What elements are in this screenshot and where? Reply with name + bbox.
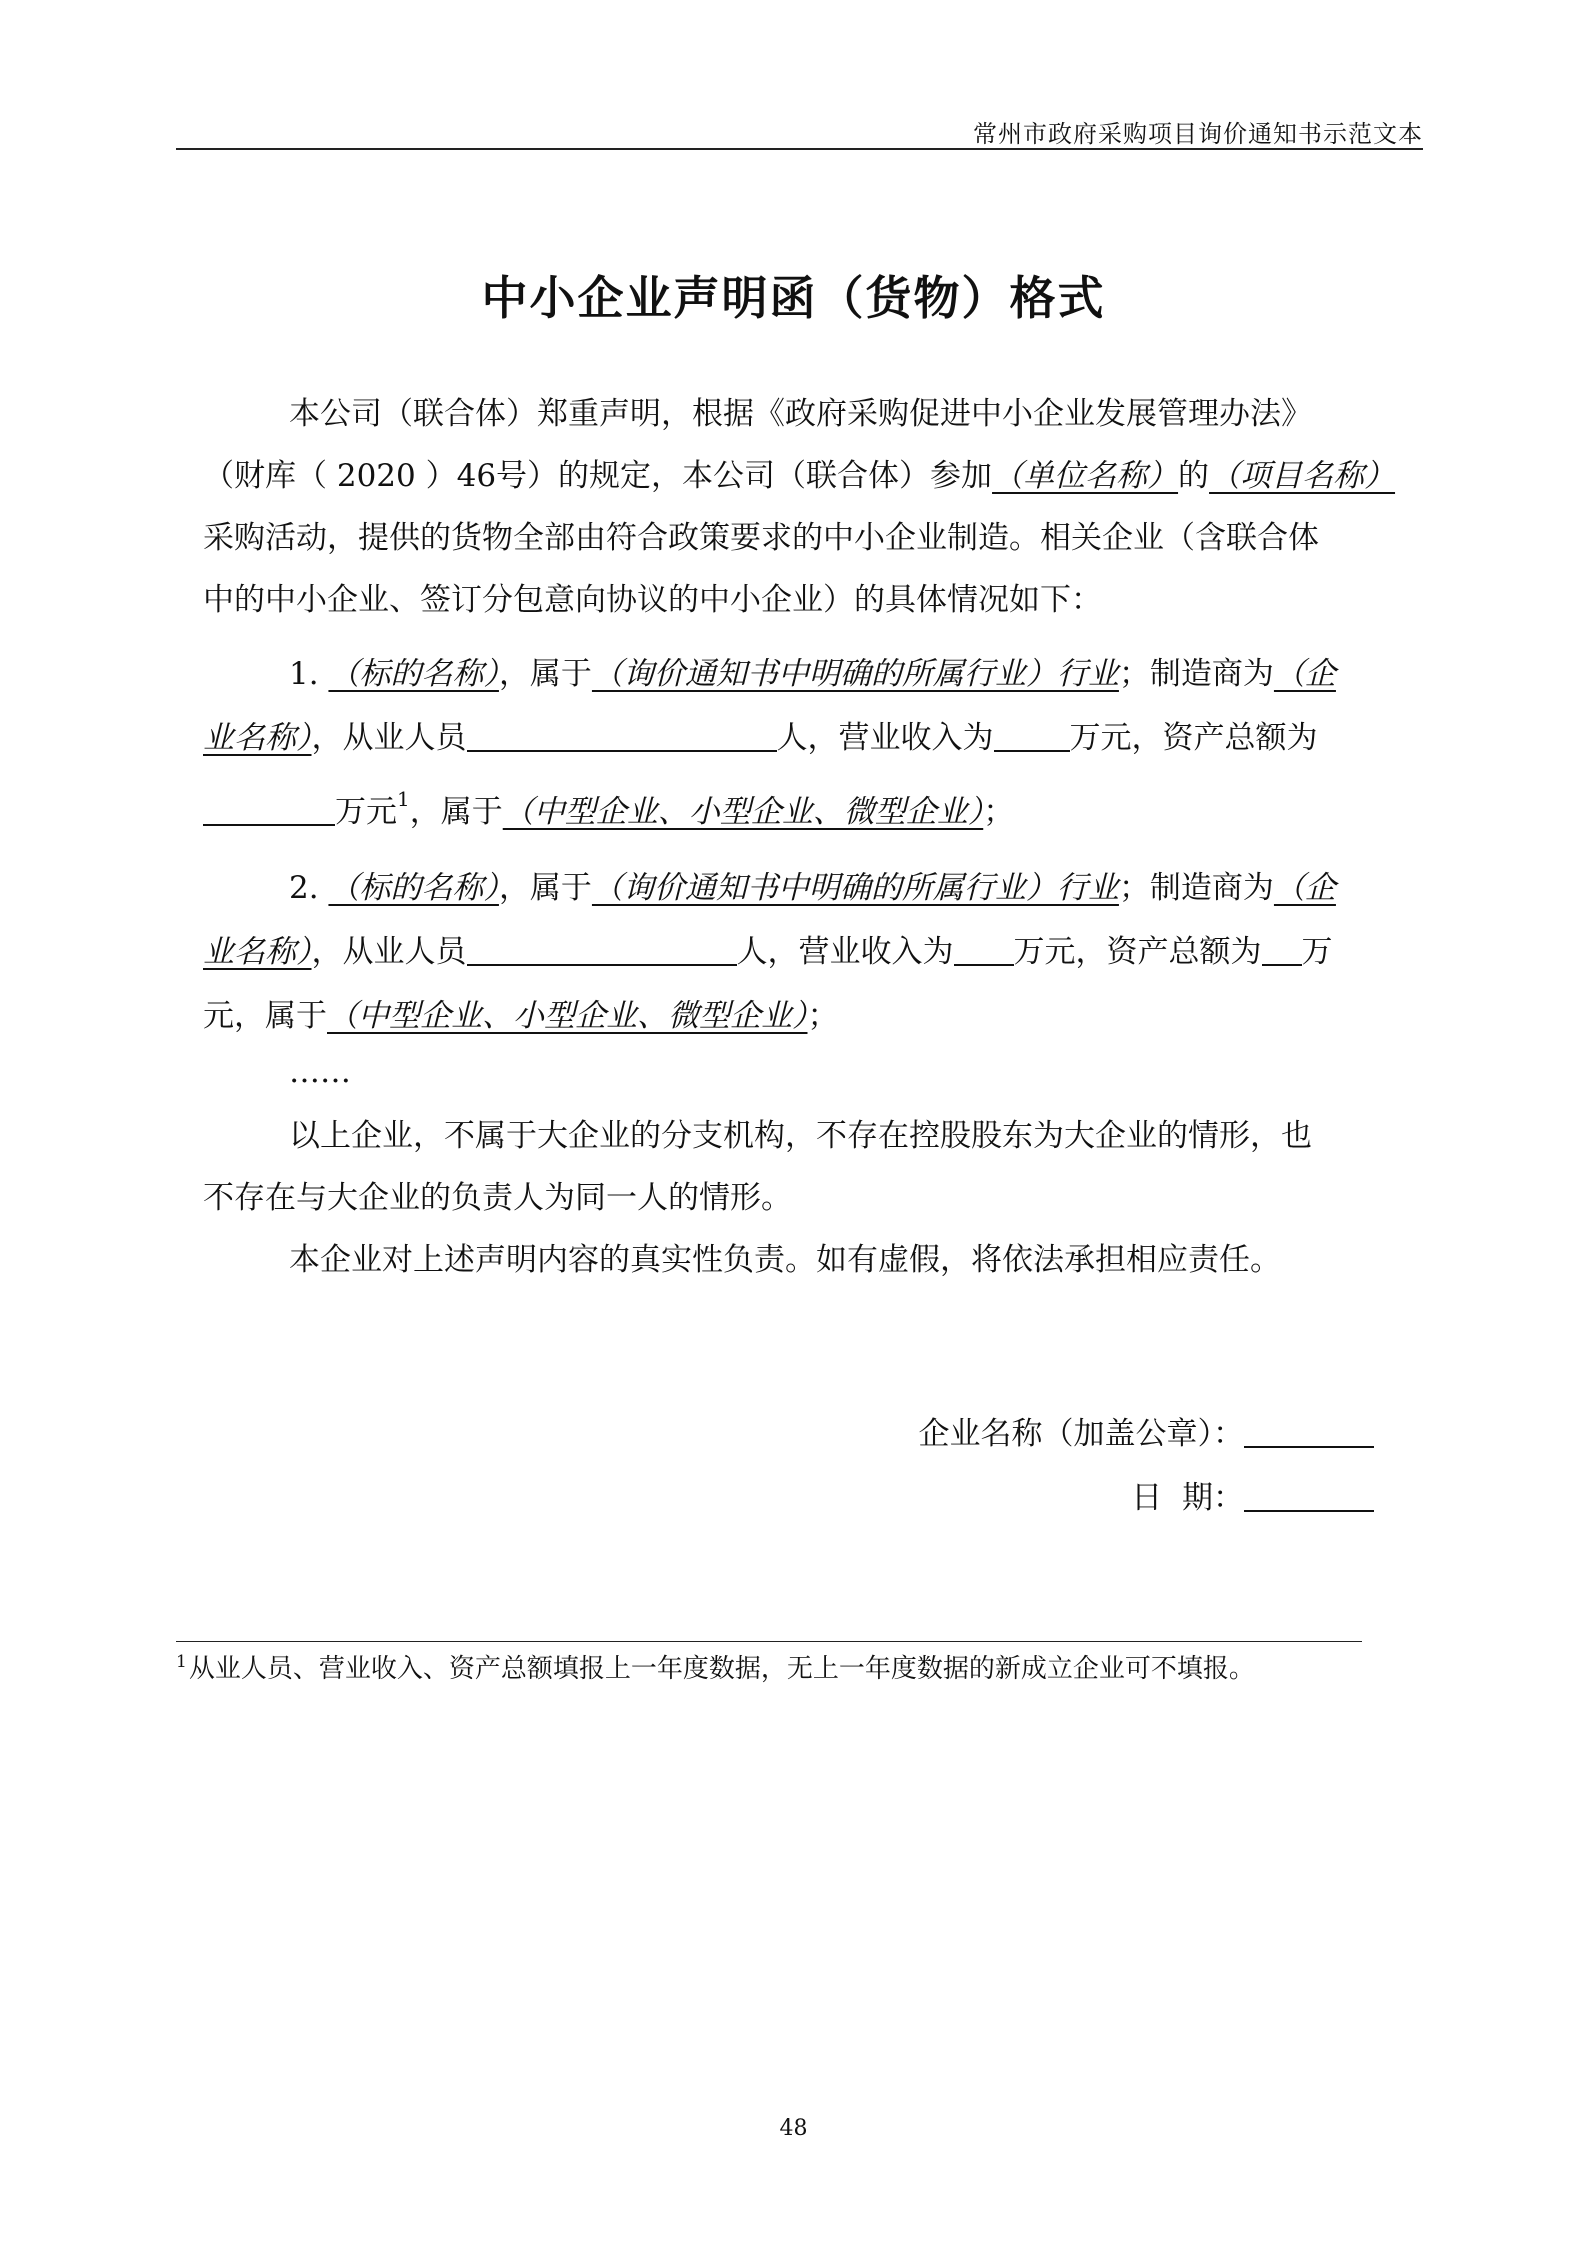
statement-line-1: 以上企业，不属于大企业的分支机构，不存在控股股东为大企业的情形，也 [289, 1118, 1312, 1154]
item-2-size-placeholder: （中型企业、小型企业、微型企业） [327, 998, 808, 1034]
statement-line-2: 不存在与大企业的负责人为同一人的情形。 [203, 1180, 792, 1216]
intro-line-2-prefix: （财库（ 2020 ）46号）的规定，本公司（联合体）参加 [203, 458, 993, 494]
item-2-company-placeholder-b: 业名称） [203, 934, 312, 970]
signature-date-blank[interactable] [1244, 1479, 1374, 1512]
unit-name-placeholder: （单位名称） [992, 458, 1179, 494]
footnote-rule [176, 1641, 1362, 1642]
item-2-line-3 [203, 990, 839, 1035]
item-1-staff-blank[interactable] [467, 719, 777, 752]
item-2-revenue-blank[interactable] [954, 933, 1014, 966]
item-1-end: ； [983, 794, 1015, 830]
signature-date-label: 日 期： [1131, 1480, 1244, 1516]
item-2-staff-unit: 人，营业收入为 [736, 934, 954, 970]
item-2-staff-label: ，从业人员 [311, 934, 467, 970]
project-name-placeholder: （项目名称） [1209, 458, 1396, 494]
item-2-line-2 [203, 926, 1333, 971]
item-1-maker-label: ；制造商为 [1118, 656, 1274, 692]
signature-date-row [1131, 1472, 1374, 1517]
item-1-company-placeholder-a: （企 [1273, 656, 1336, 692]
footnote [176, 1648, 1255, 1685]
item-2-end: ； [807, 998, 839, 1034]
intro-line-2 [203, 450, 1395, 495]
page-number: 48 [779, 2116, 808, 2141]
item-2-company-placeholder-a: （企 [1273, 870, 1336, 906]
signature-company-blank[interactable] [1244, 1415, 1374, 1448]
item-1-assets-blank[interactable] [203, 793, 335, 826]
item-2-number: 2. [289, 870, 319, 906]
running-header: 常州市政府采购项目询价通知书示范文本 [973, 120, 1423, 148]
signature-company-row [919, 1408, 1375, 1453]
item-2-belongs-label-2: ，属于 [234, 998, 327, 1034]
item-1-assets-unit: 万元 [335, 794, 397, 830]
item-1-industry-placeholder: （询价通知书中明确的所属行业）行业 [591, 656, 1119, 692]
item-1-line-1 [289, 648, 1336, 693]
item-2-assets-blank[interactable] [1262, 933, 1302, 966]
item-2-staff-blank[interactable] [467, 933, 737, 966]
footnote-reference: 1 [397, 787, 410, 811]
item-1-company-placeholder-b: 业名称） [203, 720, 312, 756]
item-1-belongs-label: ，属于 [498, 656, 592, 692]
intro-line-1: 本公司（联合体）郑重声明，根据《政府采购促进中小企业发展管理办法》 [289, 396, 1312, 432]
item-2-subject-placeholder: （标的名称） [328, 870, 499, 906]
signature-company-label: 企业名称（加盖公章）： [918, 1416, 1244, 1452]
item-2-assets-unit-a: 万 [1301, 934, 1333, 970]
item-1-belongs-label-2: ，属于 [409, 794, 503, 830]
intro-line-4: 中的中小企业、签订分包意向协议的中小企业）的具体情况如下： [203, 582, 1102, 618]
item-1-revenue-unit: 万元，资产总额为 [1069, 720, 1318, 756]
statement-line-3: 本企业对上述声明内容的真实性负责。如有虚假，将依法承担相应责任。 [289, 1242, 1281, 1278]
item-1-line-3 [203, 786, 1014, 831]
item-1-staff-label: ，从业人员 [311, 720, 467, 756]
item-2-industry-placeholder: （询价通知书中明确的所属行业）行业 [591, 870, 1119, 906]
footnote-text: 从业人员、营业收入、资产总额填报上一年度数据，无上一年度数据的新成立企业可不填报。 [188, 1654, 1255, 1684]
footnote-marker: 1 [176, 1652, 187, 1672]
header-rule [176, 148, 1423, 150]
ellipsis: …… [289, 1054, 351, 1090]
item-2-assets-unit-b: 元 [203, 998, 234, 1034]
page-title: 中小企业声明函（货物）格式 [481, 271, 1106, 325]
item-2-revenue-unit: 万元，资产总额为 [1013, 934, 1262, 970]
item-2-line-1 [289, 862, 1336, 907]
item-1-number: 1. [289, 656, 319, 692]
item-1-size-placeholder: （中型企业、小型企业、微型企业） [502, 794, 984, 830]
item-1-revenue-blank[interactable] [994, 719, 1070, 752]
item-1-line-2 [203, 712, 1318, 757]
item-1-subject-placeholder: （标的名称） [328, 656, 499, 692]
intro-line-3: 采购活动，提供的货物全部由符合政策要求的中小企业制造。相关企业（含联合体 [203, 520, 1319, 556]
item-2-belongs-label: ，属于 [498, 870, 592, 906]
intro-line-2-mid: 的 [1178, 458, 1210, 494]
item-2-maker-label: ；制造商为 [1118, 870, 1274, 906]
item-1-staff-unit: 人，营业收入为 [776, 720, 994, 756]
